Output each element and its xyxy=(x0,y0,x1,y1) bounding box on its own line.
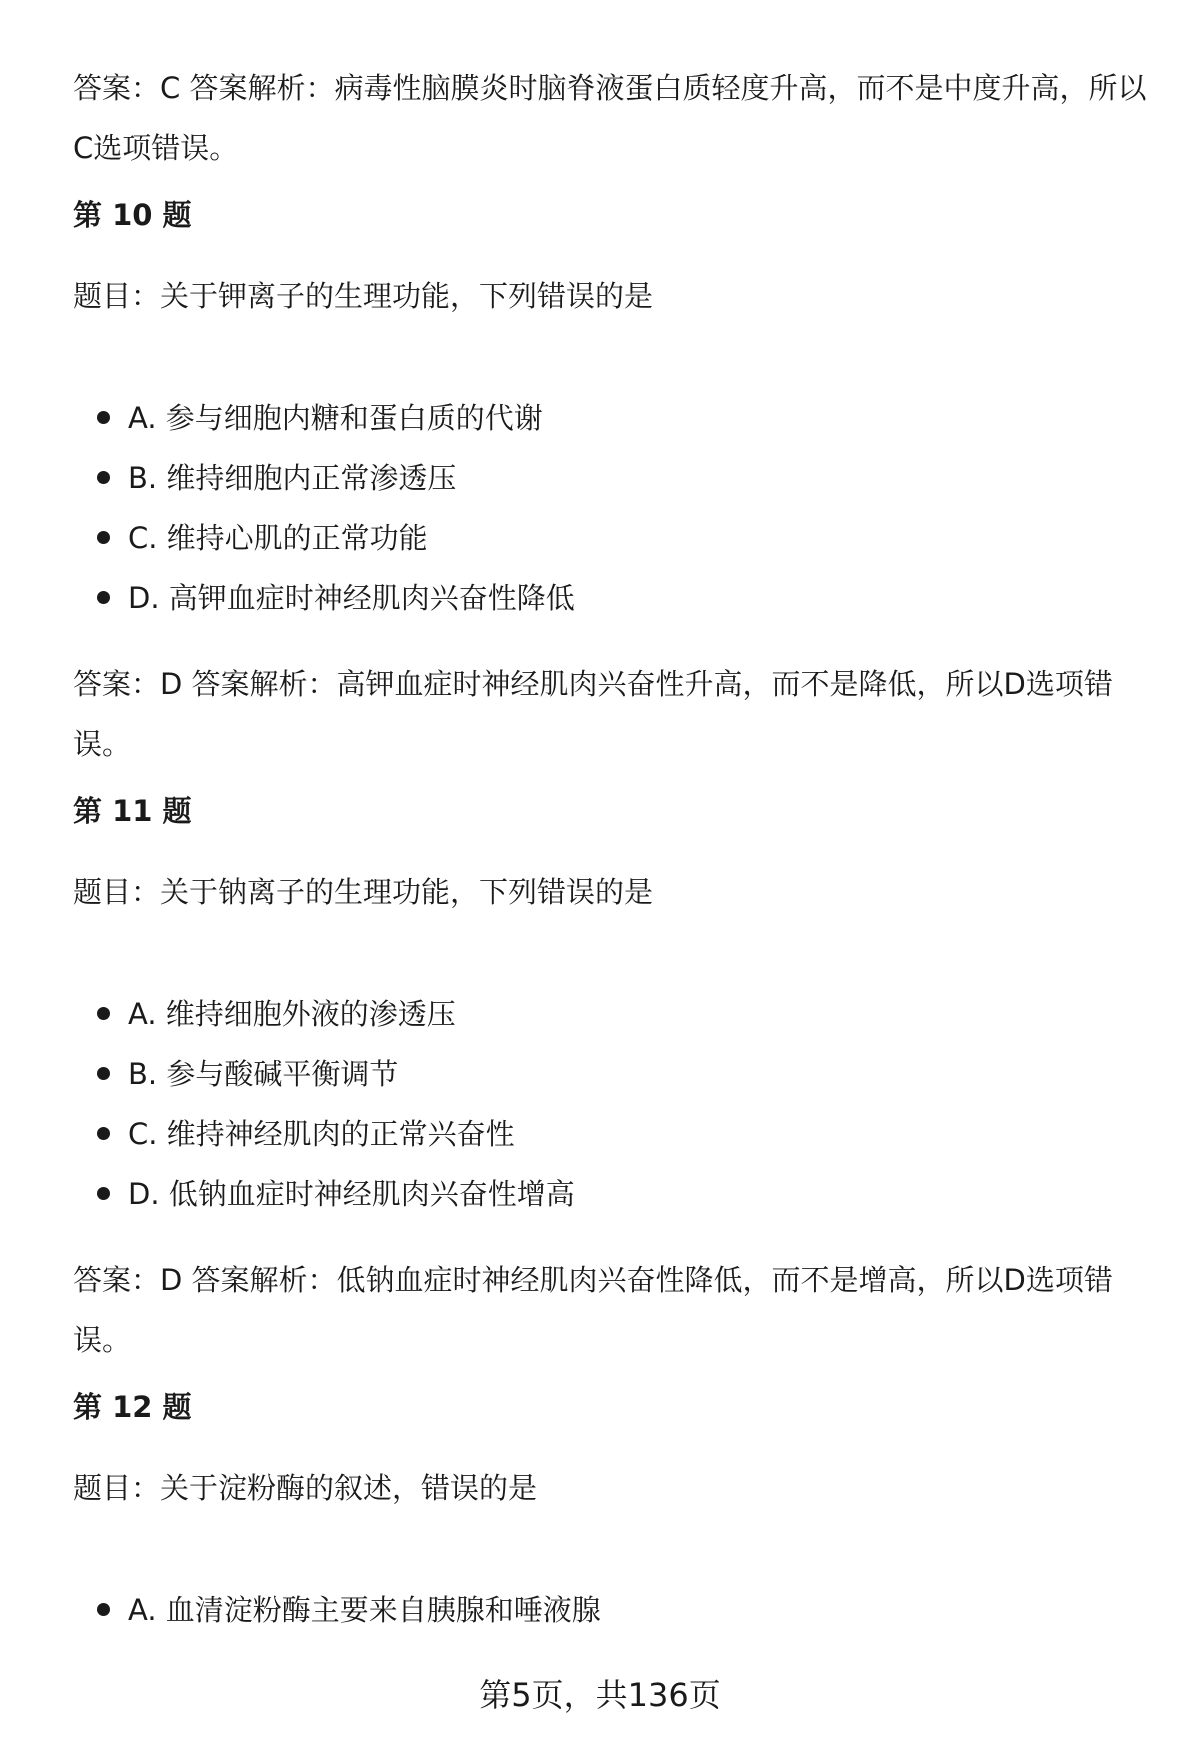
bullet-icon xyxy=(97,411,110,424)
question-text: 题目：关于钠离子的生理功能，下列错误的是 xyxy=(73,875,654,909)
option-item: C. 维持神经肌肉的正常兴奋性 xyxy=(128,1117,515,1151)
option-item: D. 低钠血症时神经肌肉兴奋性增高 xyxy=(128,1177,575,1211)
option-item: A. 血清淀粉酶主要来自胰腺和唾液腺 xyxy=(128,1593,601,1627)
option-item: A. 参与细胞内糖和蛋白质的代谢 xyxy=(128,401,543,435)
bullet-icon xyxy=(97,591,110,604)
option-item: C. 维持心肌的正常功能 xyxy=(128,521,428,555)
option-item: B. 维持细胞内正常渗透压 xyxy=(128,461,457,495)
page-number: 第5页，共136页 xyxy=(479,1676,721,1714)
question-heading: 第 11 题 xyxy=(73,794,192,828)
bullet-icon xyxy=(97,471,110,484)
question-text: 题目：关于淀粉酶的叙述，错误的是 xyxy=(73,1471,538,1505)
answer-text: 答案：D 答案解析：低钠血症时神经肌肉兴奋性降低，而不是增高，所以D选项错误。 xyxy=(73,1263,1113,1357)
bullet-icon xyxy=(97,1127,110,1140)
bullet-icon xyxy=(97,1603,110,1616)
answer-text: 答案：D 答案解析：高钾血症时神经肌肉兴奋性升高，而不是降低，所以D选项错误。 xyxy=(73,667,1113,761)
bullet-icon xyxy=(97,531,110,544)
option-item: B. 参与酸碱平衡调节 xyxy=(128,1057,399,1091)
option-item: A. 维持细胞外液的渗透压 xyxy=(128,997,456,1031)
question-heading: 第 10 题 xyxy=(73,198,192,232)
answer-text: 答案：C 答案解析：病毒性脑膜炎时脑脊液蛋白质轻度升高，而不是中度升高，所以C选项错误。 xyxy=(73,71,1147,165)
option-item: D. 高钾血症时神经肌肉兴奋性降低 xyxy=(128,581,575,615)
bullet-icon xyxy=(97,1067,110,1080)
question-text: 题目：关于钾离子的生理功能，下列错误的是 xyxy=(73,279,654,313)
bullet-icon xyxy=(97,1007,110,1020)
bullet-icon xyxy=(97,1187,110,1200)
question-heading: 第 12 题 xyxy=(73,1390,192,1424)
